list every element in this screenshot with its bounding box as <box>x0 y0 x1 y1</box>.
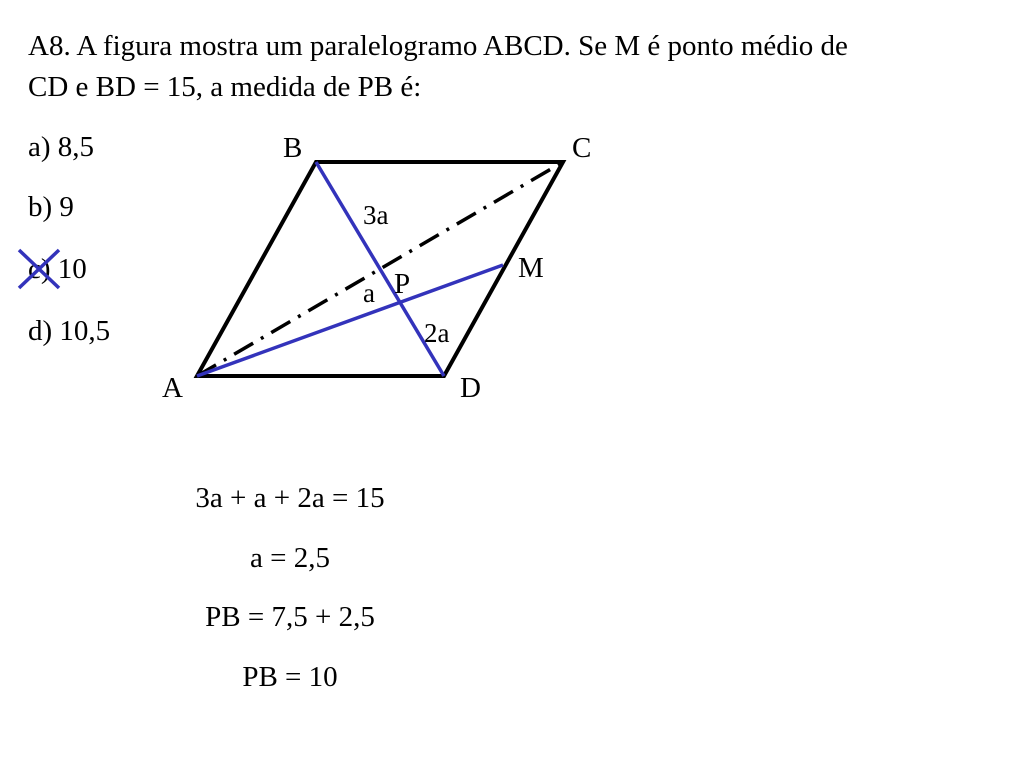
question-line-2: CD e BD = 15, a medida de PB é: <box>28 71 422 103</box>
vertex-label-c: C <box>572 132 592 164</box>
solution-step-4: PB = 10 <box>242 661 338 693</box>
option-d[interactable]: d) 10,5 <box>28 315 111 347</box>
option-c[interactable]: c) 10 <box>28 253 87 285</box>
solution-step-1: 3a + a + 2a = 15 <box>195 482 385 514</box>
solution-step-2: a = 2,5 <box>250 542 330 574</box>
option-a[interactable]: a) 8,5 <box>28 131 95 163</box>
vertex-label-a: A <box>162 372 183 404</box>
point-label-p: P <box>394 268 411 300</box>
segment-label-pd: 2a <box>424 318 450 348</box>
option-b[interactable]: b) 9 <box>28 191 74 223</box>
vertex-label-b: B <box>283 132 303 164</box>
vertex-label-d: D <box>460 372 481 404</box>
solution-step-3: PB = 7,5 + 2,5 <box>205 601 375 633</box>
segment-label-ap: a <box>363 278 375 308</box>
segment-am <box>197 265 503 376</box>
point-label-m: M <box>518 252 544 284</box>
segment-label-bp: 3a <box>363 200 389 230</box>
question-line-1: A8. A figura mostra um paralelogramo ABCD. Se M é ponto médio de <box>28 30 848 62</box>
